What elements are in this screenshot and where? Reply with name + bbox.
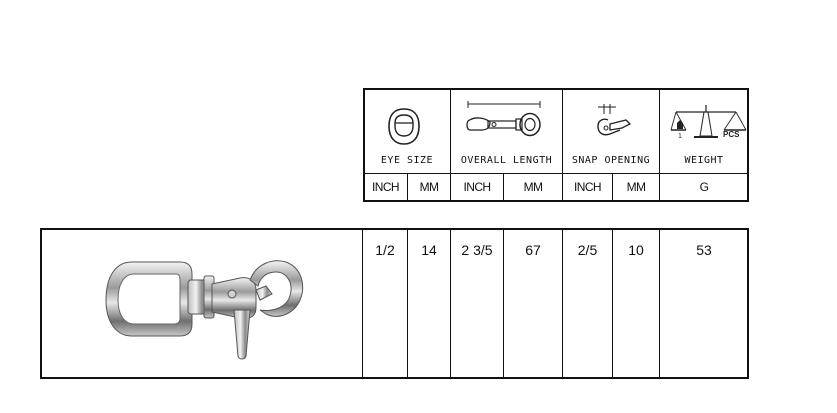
unit-mm: MM [419,180,439,194]
weight-value: 53 [696,242,712,258]
weight-label: WEIGHT [684,155,724,166]
overall-length-label: OVERALL LENGTH [460,155,553,166]
svg-text:PCS: PCS [723,130,740,139]
snap-hook-product-image [100,250,310,362]
snap-opening-mm-value: 10 [628,242,644,258]
unit-g: G [699,180,709,194]
snap-opening-icon [592,104,634,142]
eye-size-mm-value: 14 [421,242,437,258]
unit-inch: INCH [574,180,601,194]
eye-ring-icon [385,106,423,146]
snap-opening-inch-value: 2/5 [577,242,598,258]
overall-length-mm-value: 67 [525,242,541,258]
svg-text:1: 1 [678,133,682,140]
eye-size-inch-value: 1/2 [375,242,395,258]
unit-inch: INCH [463,180,491,194]
eye-size-label: EYE SIZE [380,155,434,166]
snap-hook-length-icon [462,100,546,142]
unit-mm: MM [523,180,543,194]
header-divider [363,173,749,174]
overall-length-inch-value: 2 3/5 [461,242,493,258]
snap-opening-label: SNAP OPENING [571,155,651,166]
scale-icon [670,104,750,140]
unit-mm: MM [626,180,646,194]
unit-inch: INCH [372,180,399,194]
